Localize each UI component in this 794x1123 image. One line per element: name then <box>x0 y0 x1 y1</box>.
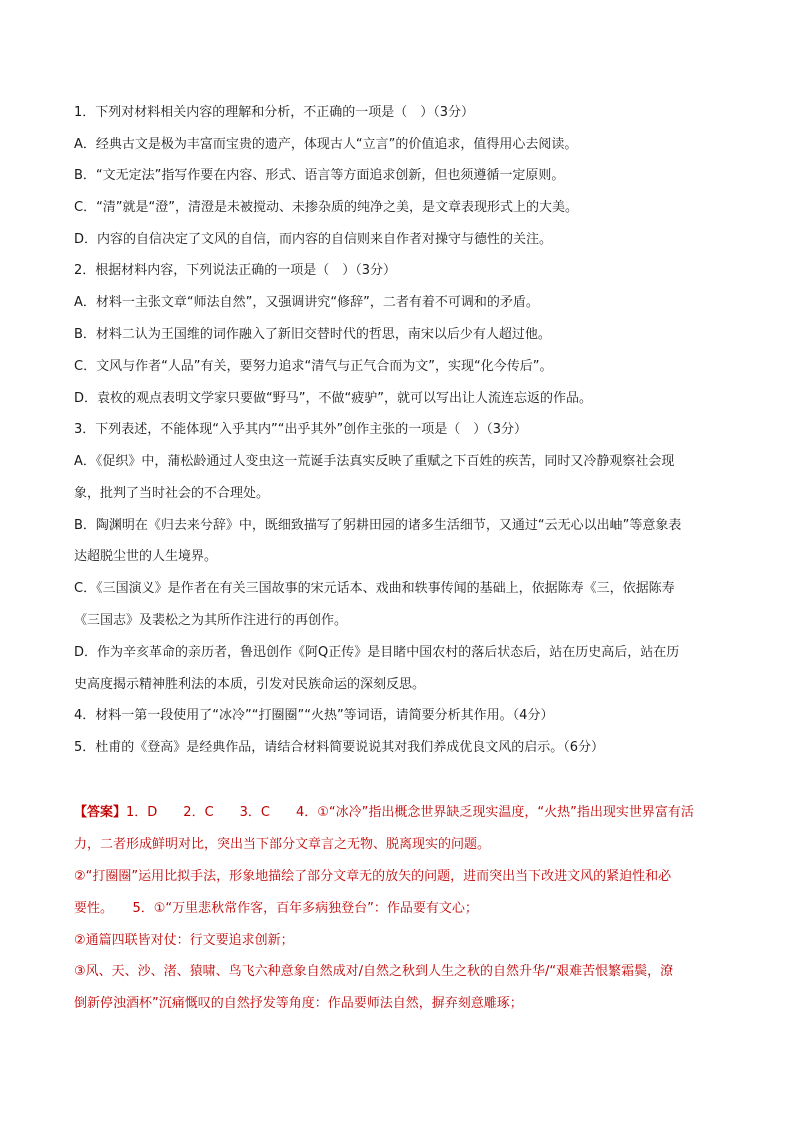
q2-option-a: A．材料一主张文章“师法自然”，又强调讲究“修辞”，二者有着不可调和的矛盾。 <box>74 295 539 310</box>
q3-option-a-line2: 象，批判了当时社会的不合理处。 <box>74 486 270 501</box>
q1-option-b: B．“文无定法”指写作要在内容、形式、语言等方面追求创新，但也须遵循一定原则。 <box>74 168 565 183</box>
q3-option-c-line1: C．《三国演义》是作者在有关三国故事的宋元话本、戏曲和轶事传闻的基础上，依据陈寿《三，依据陈寿 <box>74 581 675 596</box>
answer-line-6: ③风、天、沙、渚、猿啸、鸟飞六种意象自然成对/自然之秋到人生之秋的自然升华/“艰难苦恨繁霜鬓，潦 <box>74 964 674 979</box>
q3-option-d-line1: D．作为辛亥革命的亲历者，鲁迅创作《阿Q正传》是目睹中国农村的落后状态后，站在历史高后，站在历 <box>74 645 680 660</box>
q2-option-b: B．材料二认为王国维的词作融入了新旧交替时代的哲思，南宋以后少有人超过他。 <box>74 327 551 342</box>
q1-stem: 1．下列对材料相关内容的理解和分析，不正确的一项是（ ）（3分） <box>74 105 475 120</box>
answer-line-4: 要性。 5．①“万里悲秋常作客，百年多病独登台”：作品要有文心； <box>74 901 478 916</box>
q2-option-d: D．袁枚的观点表明文学家只要做“野马”，不做“疲驴”，就可以写出让人流连忘返的作品。 <box>74 391 592 406</box>
answer-text-1: 1．D 2．C 3．C 4．①“冰冷”指出概念世界缺乏现实温度，“火热”指出现实世界富有活 <box>126 805 694 820</box>
q3-stem: 3．下列表述，不能体现“入乎其内”“出乎其外”创作主张的一项是（ ）（3分） <box>74 422 527 437</box>
q1-option-c: C．“清”就是“澄”，清澄是未被搅动、未掺杂质的纯净之美，是文章表现形式上的大美。 <box>74 200 579 215</box>
answer-tag: 【答案】 <box>74 805 127 820</box>
q1-option-a: A．经典古文是极为丰富而宝贵的遗产，体现古人“立言”的价值追求，值得用心去阅读。 <box>74 137 578 152</box>
q3-option-a-line1: A．《促织》中，蒲松龄通过人变虫这一荒诞手法真实反映了重赋之下百姓的疾苦，同时又冷静观察社会现 <box>74 454 675 469</box>
answer-line-7: 倒新停浊酒杯”沉痛慨叹的自然抒发等角度：作品要师法自然，摒弃刻意雕琢； <box>74 996 523 1011</box>
answer-line-3: ②“打圈圈”运用比拟手法，形象地描绘了部分文章无的放矢的问题，进而突出当下改进文风的紧迫性和必 <box>74 869 672 884</box>
answer-line-2: 力，二者形成鲜明对比，突出当下部分文章言之无物、脱离现实的问题。 <box>74 837 491 852</box>
q3-option-d-line2: 史高度揭示精神胜利法的本质，引发对民族命运的深刻反思。 <box>74 677 426 692</box>
q4-stem: 4．材料一第一段使用了“冰冷”“打圈圈”“火热”等词语，请简要分析其作用。（4分） <box>74 708 554 723</box>
q2-stem: 2．根据材料内容，下列说法正确的一项是（ ）（3分） <box>74 263 397 278</box>
answer-line-1 <box>74 803 734 823</box>
q3-option-b-line2: 达超脱尘世的人生境界。 <box>74 549 218 564</box>
q3-option-c-line2: 《三国志》及裴松之为其所作注进行的再创作。 <box>74 613 348 628</box>
q2-option-c: C．文风与作者“人品”有关，要努力追求“清气与正气合而为文”，实现“化今传后”。 <box>74 359 553 374</box>
q3-option-b-line1: B．陶渊明在《归去来兮辞》中，既细致描写了躬耕田园的诸多生活细节，又通过“云无心以出岫”等意象表 <box>74 518 682 533</box>
answer-line-5: ②通篇四联皆对仗：行文要追求创新； <box>74 933 294 948</box>
q5-stem: 5．杜甫的《登高》是经典作品，请结合材料简要说说其对我们养成优良文风的启示。（6分） <box>74 740 605 755</box>
q1-option-d: D．内容的自信决定了文风的自信，而内容的自信则来自作者对操守与德性的关注。 <box>74 232 553 247</box>
